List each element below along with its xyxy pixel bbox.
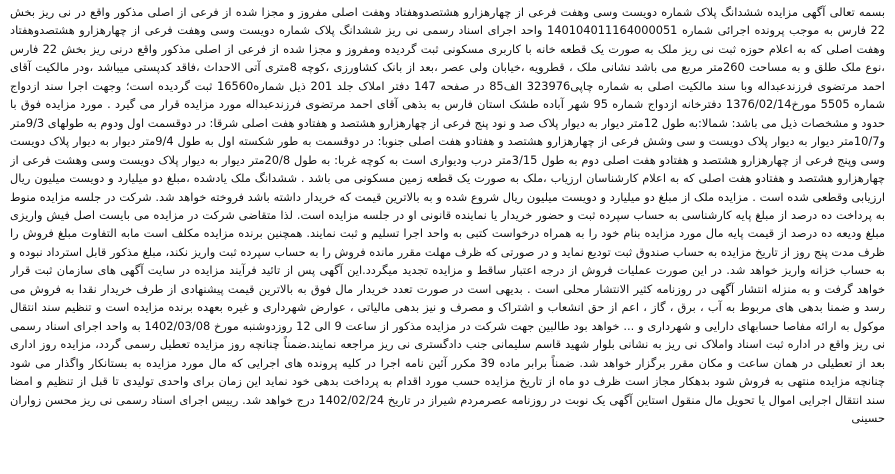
auction-notice <box>10 3 885 468</box>
notice-text: بسمه تعالی آگهی مزایده ششدانگ پلاک شماره دویست وسی وهفت فرعی از چهارهزارو هشتصدوهفتاد وهفت اصلی مفروز و مجزا شده از فرعی از اصلی مذکور واقع در نی ریز بخش 22 فارس به موجب پرونده اجرائی شماره 140104011164000051 واحد اجرای اسناد رسمی نی ریز ششدانگ پلاک شماره دویست وسی وهفت فرعی از چهارهزارو هشتصدوهفتاد وهفت اصلی که به اعلام حوزه ثبت نی ریز ملک به صورت یک قطعه خانه با کاربری مسکونی ثبت گردیده ومفروز و مجزا شده از فرعی از اصلی مذکور واقع درنی ریز بخش 22 فارس ،نوع ملک طلق و به مساحت 260متر مربع می باشد نشانی ملک ، قطرویه ،خیابان ولی عصر ،بعد از بانک کشاورزی ،کوچه 8متری آتی الاحداث ،فاقد کدپستی میباشد ،ودر مالکیت آقای احمد مرتضوی فرزندعبداله وبا سند مالکیت اصلی به شماره چاپی323976 الف85 در صفحه 147 دفتر املاک جلد 201 ذیل شماره16560 ثبت گردیده است؛ وجهت اجرا سند ازدواج شماره 5505 مورخ1376/02/14 دفترخانه ازدواج شماره 95 شهر آباده طشک استان فارس به بذهی آقای احمد مرتضوی فرزندعبداله مورد مزایده قرار می گیرد . مورد مزایده فوق با حدود و مشخصات ذیل می باشد: شمالا:به طول 12متر دیوار به دیوار پلاک صد و نود پنج فرعی از چهارهزارو هشتصد و هفتادو هفت اصلی شرقا: در دوقسمت اول ودوم به طولهای 9/3متر و10/7متر دیوار به دیوار پلاک دویست و سی وشش فرعی از چهارهزارو هشتصد و هفتادو هفت اصلی جنوبا: در دوقسمت به طور شکسته اول به طول 9/4متر دیوار به دیوار پلاک دویست وسی وپنج فرعی از چهارهزارو هشتصد و هفتادو هفت اصلی دوم به طول 3/15متر درب ودیواری است به کوچه غربا: به طول 20/8متر دیوار به دیوار پلاک دویست وسی وهشت فرعی از چهارهزارو هشتصد و هفتادو هفت اصلی که به اعلام کارشناسان ارزیاب ،ملک به صورت یک قطعه زمین مسکونی می باشد . ششدانگ ملک یادشده ،مبلغ دو میلیارد و دویست میلیون ریال ارزیابی وقطعی شده است . مزایده ملک از مبلغ دو میلیارد و دویست میلیون ریال شروع شده و به بالاترین قیمت که خریدار داشته باشد فروخته خواهد شد. شرکت در جلسه مزایده منوط به پرداخت ده درصد از مبلغ پایه کارشناسی به حساب سپرده ثبت و حضور خریدار یا نماینده قانونی او در جلسه مزایده است. لذا متقاضی شرکت در مزایده می بایست اصل فیش واریزی مبلغ ودیعه ده درصد از قیمت پایه مال مورد مزایده بنام خود را به همراه درخواست کتبی به واحد اجرا تسلیم و ثبت نمایند. همچنین برنده مزایده مکلف است مابه التفاوت مبلغ فروش را ظرف مدت پنج روز از تاریخ مزایده به حساب صندوق ثبت تودیع نماید و در صورتی که ظرف مهلت مقرر مانده فروش را به حساب سپرده ثبت واریز نکند، مبلغ مذکور قابل استرداد نبوده و به حساب خزانه واریز خواهد شد. در این صورت عملیات فروش از درجه اعتبار ساقط و مزایده تجدید میگردد.این آگهی پس از تائید فرآیند مزایده در سایت آگهی های سازمان ثبت قرار خواهد گرفت و به منزله انتشار آگهی در روزنامه کثیر الانتشار محلی است . بدیهی است در صورت تعدد خریدار مال فوق به بالاترین قیمت پیشنهادی از طرف خریدار نقدا به فروش می رسد و ضمنا بدهی های مربوط به آب ، برق ، گاز ، اعم از حق انشعاب و اشتراک و مصرف و نیز بدهی مالیاتی ، عوارض شهرداری و غیره بعهده برنده مزایده است و تنظیم سند انتقال موکول به ارائه مفاصا حسابهای دارایی و شهرداری و ... خواهد بود طالبین جهت شرکت در مزایده مذکور از ساعت 9 الی 12 روزدوشنبه مورخ 1402/03/08 به واحد اجرای اسناد رسمی نی ریز واقع در اداره ثبت اسناد واملاک نی ریز به نشانی بلوار شهید قاسم سلیمانی جنب دادگستری نی ریز مراجعه نمایند.ضمناً چنانچه روز مزایده تعطیل رسمی گردد، مزایده روز اداری بعد از تعطیلی در همان ساعت و مکان مقرر برگزار خواهد شد. ضمناً برابر ماده 39 مکرر آئین نامه اجرا در کلیه پرونده های اجرایی که مال مورد مزایده به بستانکار واگذار می شود چنانچه مزایده منتهی به فروش شود بدهکار مجاز است ظرف دو ماه از تاریخ مزایده حسب مورد اقدام به پرداخت بدهی خود نماید این زمان برای واحدی تولیدی تا قبل از تنظیم و امضا سند انتقال اجرایی اموال یا تحویل مال منقول استاین آگهی یک نوبت در روزنامه عصرمردم شیراز در تاریخ 1402/02/24 درج خواهد شد. رییس اجرای اسناد رسمی نی ریز محسن زواران حسینی <box>10 5 885 425</box>
